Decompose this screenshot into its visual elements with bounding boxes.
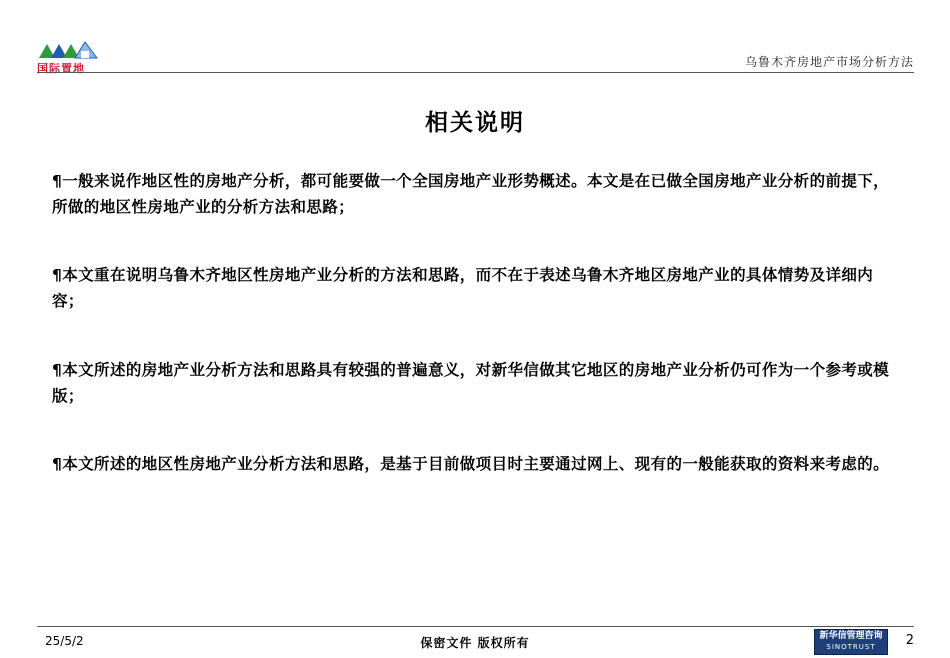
page-title: 相关说明 (425, 110, 525, 136)
sinotrust-logo (814, 629, 888, 655)
confidential-notice: 保密文件 版权所有 (420, 636, 530, 650)
paragraph-2: ¶本文重在说明乌鲁木齐地区性房地产业分析的方法和思路，而不在于表述乌鲁木齐地区房地产业的具体情势及详细内容； (52, 266, 874, 310)
paragraph-1: ¶一般来说作地区性的房地产分析，都可能要做一个全国房地产业形势概述。本文是在已做全国房地产业分析的前提下，所做的地区性房地产业的分析方法和思路； (52, 172, 890, 216)
paragraph-4: ¶本文所述的地区性房地产业分析方法和思路，是基于目前做项目时主要通过网上、现有的一般能获取的资料来考虑的。 (52, 455, 890, 473)
footer-date: 25/5/2 (45, 634, 84, 648)
brand-name-en: SINOTRUST (826, 643, 876, 651)
document-title: 乌鲁木齐房地产市场分析方法 (744, 55, 914, 69)
company-logo (37, 40, 103, 74)
page-number: 2 (905, 633, 914, 648)
footer-divider (37, 626, 914, 627)
paragraph-3: ¶本文所述的房地产业分析方法和思路具有较强的普遍意义，对新华信做其它地区的房地产业分析仍可作为一个参考或模版； (52, 361, 890, 405)
header-divider (37, 72, 914, 73)
logo-text: 国际置地 (37, 62, 85, 75)
brand-name-cn: 新华信管理咨询 (819, 631, 883, 641)
logo-roofs-icon (37, 40, 103, 60)
